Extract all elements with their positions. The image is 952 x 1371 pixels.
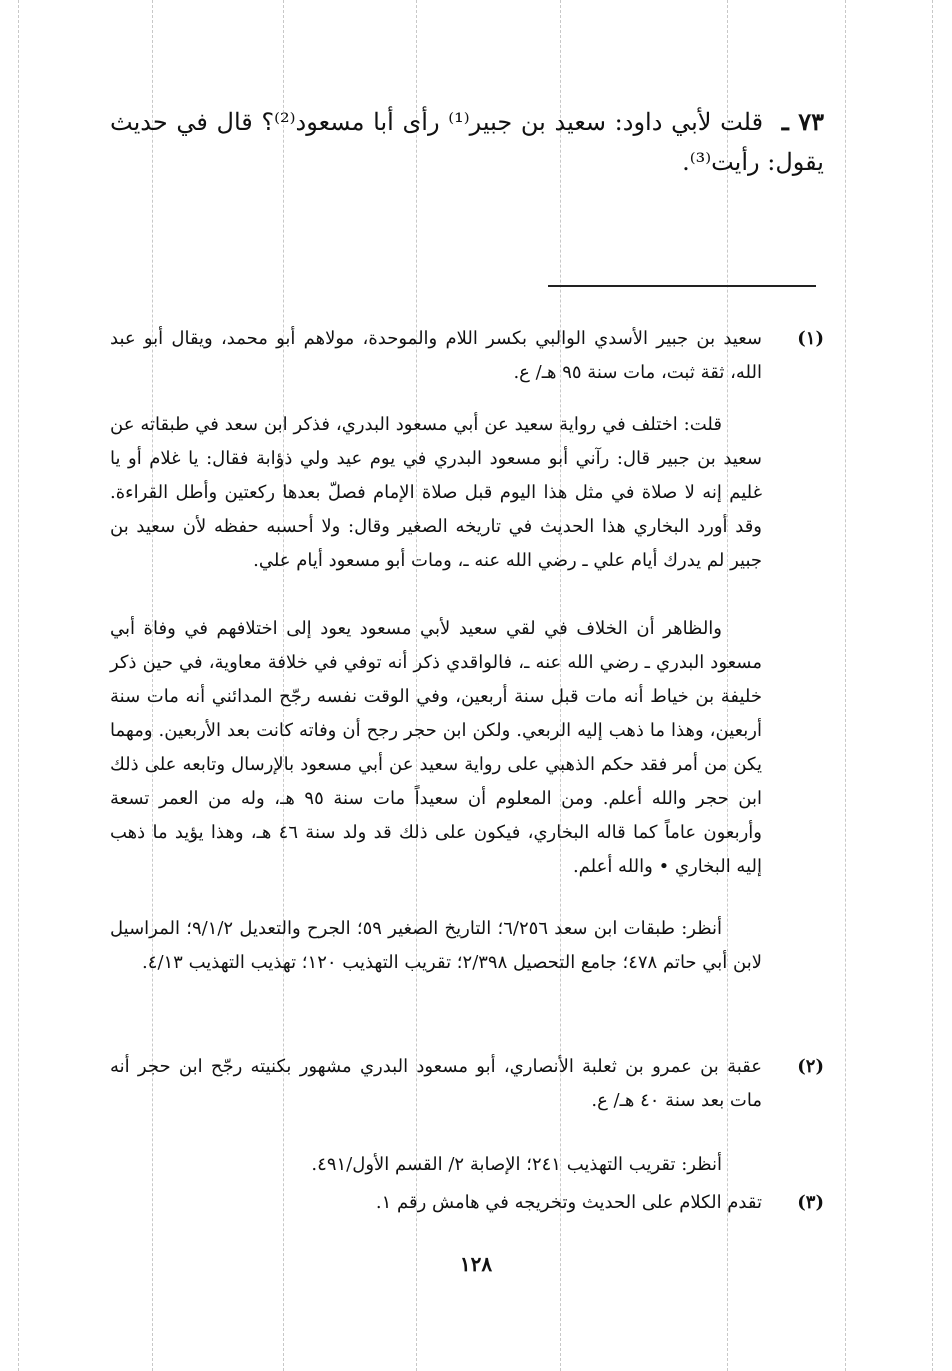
footnote-text: عقبة بن عمرو بن ثعلبة الأنصاري، أبو مسعود البدري مشهور بكنيته رجّح ابن حجر أنه مات بعد سنة ٤٠ هـ/ ع. <box>110 1056 762 1111</box>
main-question-text <box>110 102 824 182</box>
footnote-number: (٢) <box>797 1056 824 1077</box>
footnote-number: (٣) <box>797 1192 824 1213</box>
footnote-separator <box>548 285 816 287</box>
footnote-1 <box>110 322 824 390</box>
footnote-text: سعيد بن جبير الأسدي الوالبي بكسر اللام والموحدة، مولاهم أبو محمد، ويقال أبو عبد الله، ثقة ثبت، مات سنة ٩٥ هـ/ ع. <box>110 328 762 383</box>
page-number: ١٢٨ <box>459 1252 493 1276</box>
footnote-3 <box>110 1186 824 1220</box>
scan-guide-line <box>18 0 19 1371</box>
footnote-text: تقدم الكلام على الحديث وتخريجه في هامش رقم ١. <box>375 1192 762 1213</box>
footnote-number: (١) <box>797 328 824 349</box>
footnote-1-paragraph: والظاهر أن الخلاف في لقي سعيد لأبي مسعود يعود إلى اختلافهم في وفاة أبي مسعود البدري ـ رضي الله عنه ـ، فالواقدي ذكر أنه توفي في خلافة معاوية، في حين ذكر خليفة بن خياط أنه مات قبل سنة أربعين، وفي الوقت نفسه رجّح المدائني أنه مات سنة أربعين، وهذا ما ذهب إليه الربعي. ولكن ابن حجر رجح أن وفاته كانت بعد الأربعين. ومهما يكن من أمر فقد حكم الذهبي على رواية سعيد عن أبي مسعود بالإرسال وتابعه على ذلك ابن حجر والله أعلم. ومن المعلوم أن سعيداً مات سنة ٩٥ هـ، وله من العمر تسعة وأربعون عاماً كما قاله البخاري، فيكون على ذلك قد ولد سنة ٤٦ هـ، وهذا يؤيد ما ذهب إليه البخاري • والله أعلم. <box>110 618 762 877</box>
entry-number: ٧٣ ـ <box>781 107 825 136</box>
footnote-2 <box>110 1050 824 1118</box>
scan-guide-line <box>845 0 846 1371</box>
scan-guide-line <box>932 0 933 1371</box>
footnote-1-paragraph: قلت: اختلف في رواية سعيد عن أبي مسعود البدري، فذكر ابن سعد في طبقاته عن سعيد بن جبير قال: رآني أبو مسعود البدري في يوم عيد ولي ذؤابة فقال: يا غلام أو يا غليم إنه لا صلاة في مثل هذا اليوم قبل صلاة الإمام فصلّ بعدها ركعتين وأطل القراءة. وقد أورد البخاري هذا الحديث في تاريخه الصغير وقال: ولا أحسبه حفظه لأن سعيد بن جبير لم يدرك أيام علي ـ رضي الله عنه ـ، ومات أبو مسعود أيام علي. <box>110 414 762 571</box>
footnote-1-references: أنظر: طبقات ابن سعد ٦/٢٥٦؛ التاريخ الصغير ٥٩؛ الجرح والتعديل ٩/١/٢؛ المراسيل لابن أبي حاتم ٤٧٨؛ جامع التحصيل ٢/٣٩٨؛ تقريب التهذيب ١٢٠؛ تهذيب التهذيب ٤/١٣. <box>110 918 762 973</box>
entry-text: قلت لأبي داود: سعيد بن جبير⁽¹⁾ رأى أبا مسعود⁽²⁾؟ قال في حديث يقول: رأيت⁽³⁾. <box>110 108 824 176</box>
footnote-2-references: أنظر: تقريب التهذيب ٢٤١؛ الإصابة ٢/ القسم الأول/٤٩١. <box>311 1154 722 1175</box>
